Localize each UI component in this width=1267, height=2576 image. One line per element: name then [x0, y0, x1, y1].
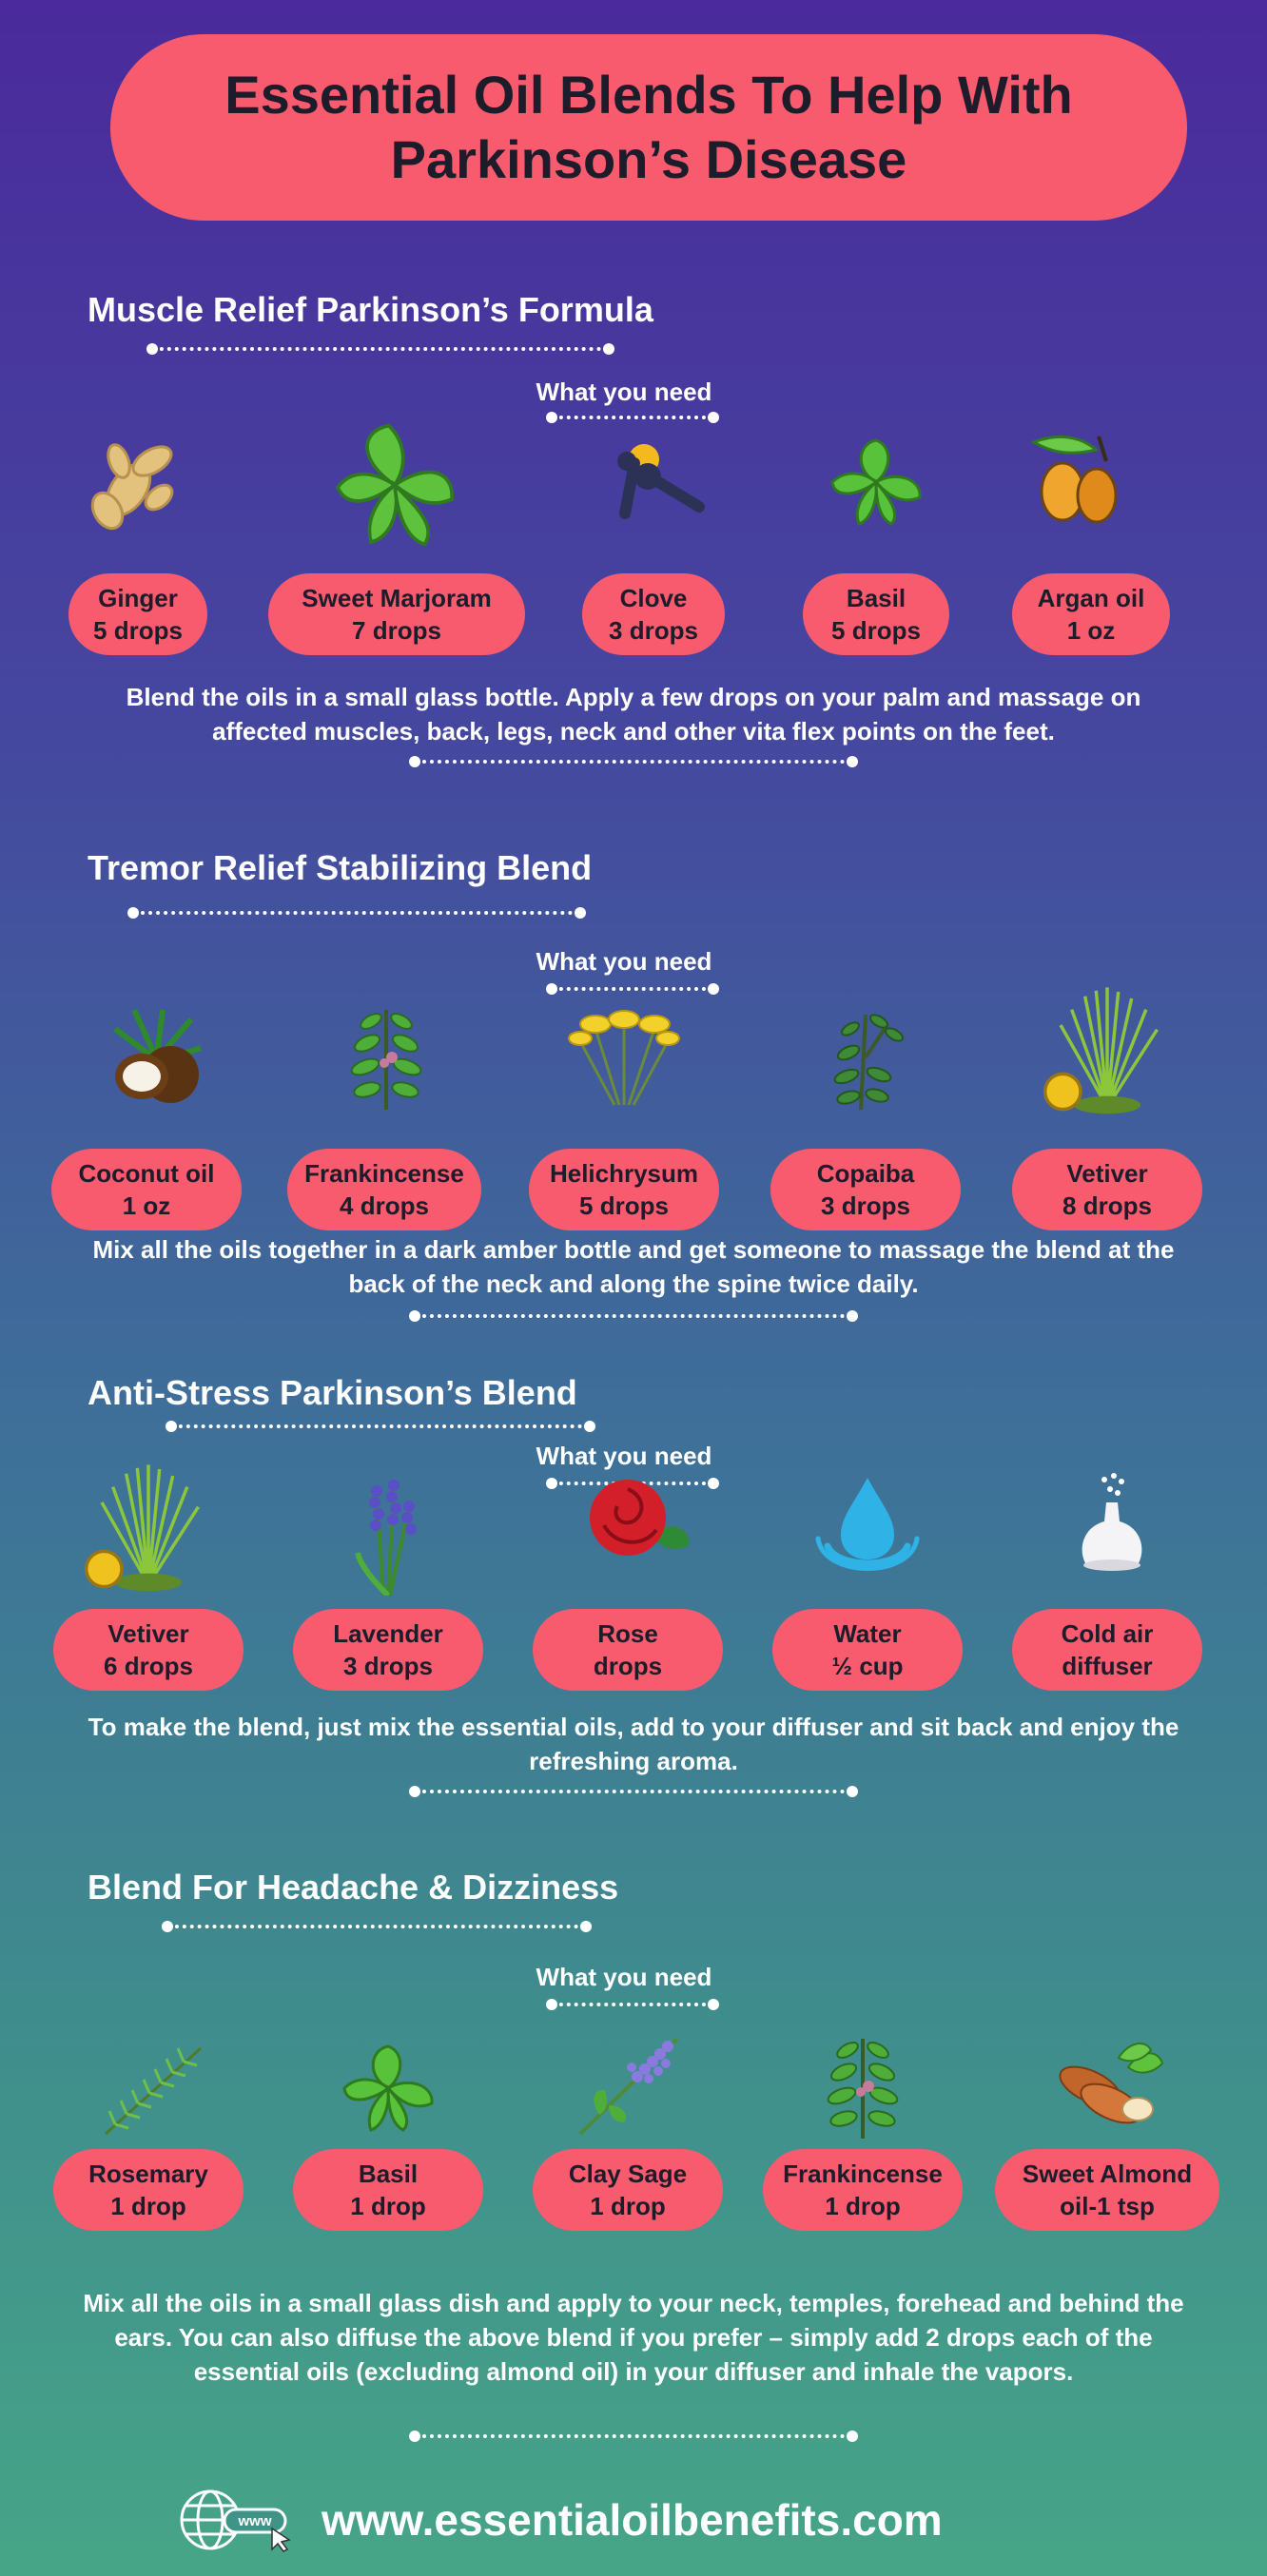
ingredient-name: Helichrysum: [549, 1159, 699, 1188]
what-you-need-label: What you need: [536, 378, 712, 406]
ingredient-name: Frankincense: [304, 1159, 464, 1188]
basil-icon: [331, 2029, 445, 2143]
rosemary-icon: [96, 2029, 210, 2143]
ingredient-name: Vetiver: [107, 1619, 189, 1648]
ingredient-amount: ½ cup: [831, 1652, 904, 1680]
ingredient-pill: [51, 1149, 242, 1230]
ingredient-pill: [53, 2149, 244, 2231]
vetiver-icon: [82, 1462, 215, 1596]
section-description: Mix all the oils together in a dark amber bottle and get someone to massage the blend at the back of the neck and along the spine twice daily.: [92, 1235, 1175, 1298]
ingredient-name: Clove: [619, 584, 688, 612]
ingredient-amount: diffuser: [1062, 1652, 1153, 1680]
ingredient-pill: [1012, 1609, 1202, 1691]
ingredient-pill: [293, 1609, 483, 1691]
section-description: Blend the oils in a small glass bottle. Apply a few drops on your palm and massage on affected muscles, back, legs, neck and other vita flex points on the feet.: [126, 683, 1141, 746]
almond-icon: [1043, 2029, 1176, 2143]
section-divider: [415, 2434, 852, 2438]
ingredient-pill: [287, 1149, 481, 1230]
section-title: Tremor Relief Stabilizing Blend: [88, 848, 593, 887]
marjoram-icon: [323, 414, 466, 556]
ingredient-name: Rose: [597, 1619, 658, 1648]
website-url[interactable]: www.essentialoilbenefits.com: [322, 2495, 943, 2545]
ingredient-name: Ginger: [98, 584, 178, 612]
www-badge-label: www: [238, 2513, 272, 2529]
ingredient-amount: 1 drop: [825, 2192, 901, 2220]
what-you-need-label: What you need: [536, 1442, 712, 1470]
section-divider: [415, 760, 852, 764]
title-banner: [110, 34, 1187, 221]
lavender-icon: [331, 1462, 445, 1596]
section-title: Blend For Headache & Dizziness: [88, 1868, 619, 1907]
ingredient-name: Clay Sage: [568, 2160, 688, 2188]
ingredient-amount: 1 oz: [122, 1191, 171, 1220]
ingredient-pill: [1012, 1149, 1202, 1230]
section-headache-dizziness: [0, 1868, 1267, 2457]
ingredient-pill: [770, 1149, 961, 1230]
copaiba-icon: [809, 1000, 923, 1114]
ingredient-amount: 1 drop: [350, 2192, 426, 2220]
ingredient-pill: [772, 1609, 963, 1691]
ingredient-name: Argan oil: [1037, 584, 1145, 612]
ingredient-pill: [533, 1609, 723, 1691]
ingredient-pill: [53, 1609, 244, 1691]
section-description: To make the blend, just mix the essential oils, add to your diffuser and sit back and enjoy the refreshing aroma.: [88, 1713, 1179, 1775]
section-anti-stress: [0, 1373, 1267, 1801]
title-divider: [167, 1925, 586, 1928]
ginger-icon: [71, 423, 185, 537]
ingredient-name: Water: [833, 1619, 902, 1648]
ingredient-name: Cold air: [1061, 1619, 1154, 1648]
ingredient-name: Basil: [846, 584, 906, 612]
argan-icon: [1015, 423, 1129, 537]
section-title: Anti-Stress Parkinson’s Blend: [88, 1373, 577, 1412]
ingredient-amount: drops: [593, 1652, 663, 1680]
ingredient-name: Lavender: [333, 1619, 443, 1648]
ingredient-amount: 7 drops: [352, 616, 441, 645]
helichrysum-icon: [557, 1000, 691, 1114]
ingredient-amount: 3 drops: [821, 1191, 910, 1220]
ingredient-amount: 8 drops: [1062, 1191, 1152, 1220]
water-drop-icon: [810, 1468, 925, 1582]
clary-sage-icon: [571, 2029, 685, 2143]
ingredient-amount: oil-1 tsp: [1060, 2192, 1155, 2220]
ingredient-amount: 5 drops: [93, 616, 183, 645]
ingredient-pill: [995, 2149, 1219, 2231]
rose-icon: [566, 1468, 699, 1582]
ingredient-pill: [529, 1149, 719, 1230]
clove-icon: [596, 423, 711, 537]
title-divider: [171, 1424, 590, 1428]
section-tremor-relief: [0, 848, 1267, 1324]
title-divider: [152, 347, 609, 351]
ingredient-amount: 6 drops: [104, 1652, 193, 1680]
ingredient-pill: [1012, 573, 1170, 655]
ingredient-amount: 1 drop: [110, 2192, 186, 2220]
ingredient-amount: 5 drops: [831, 616, 921, 645]
ingredient-pill: [533, 2149, 723, 2231]
frankincense-icon: [806, 2029, 920, 2143]
globe-www-icon: [177, 2487, 301, 2553]
ingredient-name: Basil: [358, 2160, 419, 2188]
ingredient-name: Sweet Marjoram: [302, 584, 492, 612]
ingredient-pill: [68, 573, 207, 655]
ingredient-amount: 5 drops: [579, 1191, 669, 1220]
ingredient-pill: [803, 573, 949, 655]
what-you-need-label: What you need: [536, 947, 712, 976]
ingredient-pill: [582, 573, 725, 655]
ingredient-pill: [763, 2149, 963, 2231]
need-divider: [552, 416, 713, 419]
diffuser-icon: [1055, 1468, 1169, 1582]
section-description: Mix all the oils in a small glass dish and apply to your neck, temples, forehead and behind the ears. You can also diffuse the above blend if you prefer – simply add 2 drops each of the essential oils (excluding almond oil) in your diffuser and inhale the vapors.: [83, 2289, 1184, 2386]
ingredient-name: Rosemary: [88, 2160, 208, 2188]
section-muscle-relief: [0, 290, 1267, 765]
page-title: Essential Oil Blends To Help With Parkinson’s Disease: [224, 65, 1073, 189]
ingredient-pill: [268, 573, 525, 655]
vetiver-icon: [1041, 985, 1174, 1118]
basil-icon: [819, 423, 933, 537]
ingredient-amount: 1 drop: [590, 2192, 666, 2220]
ingredient-name: Copaiba: [816, 1159, 915, 1188]
ingredient-name: Vetiver: [1066, 1159, 1148, 1188]
ingredient-amount: 3 drops: [343, 1652, 433, 1680]
ingredient-pill: [293, 2149, 483, 2231]
section-title: Muscle Relief Parkinson’s Formula: [88, 290, 653, 329]
ingredient-name: Frankincense: [783, 2160, 943, 2188]
ingredient-amount: 4 drops: [340, 1191, 429, 1220]
frankincense-icon: [329, 1000, 443, 1114]
ingredient-amount: 1 oz: [1066, 616, 1116, 645]
title-divider: [133, 911, 580, 915]
section-divider: [415, 1314, 852, 1318]
coconut-icon: [96, 1000, 210, 1114]
need-divider: [552, 2003, 713, 2006]
ingredient-name: Sweet Almond: [1022, 2160, 1193, 2188]
need-divider: [552, 987, 713, 991]
section-divider: [415, 1790, 852, 1793]
ingredient-name: Coconut oil: [78, 1159, 215, 1188]
footer: [177, 2487, 1090, 2553]
ingredient-amount: 3 drops: [609, 616, 698, 645]
what-you-need-label: What you need: [536, 1963, 712, 1991]
